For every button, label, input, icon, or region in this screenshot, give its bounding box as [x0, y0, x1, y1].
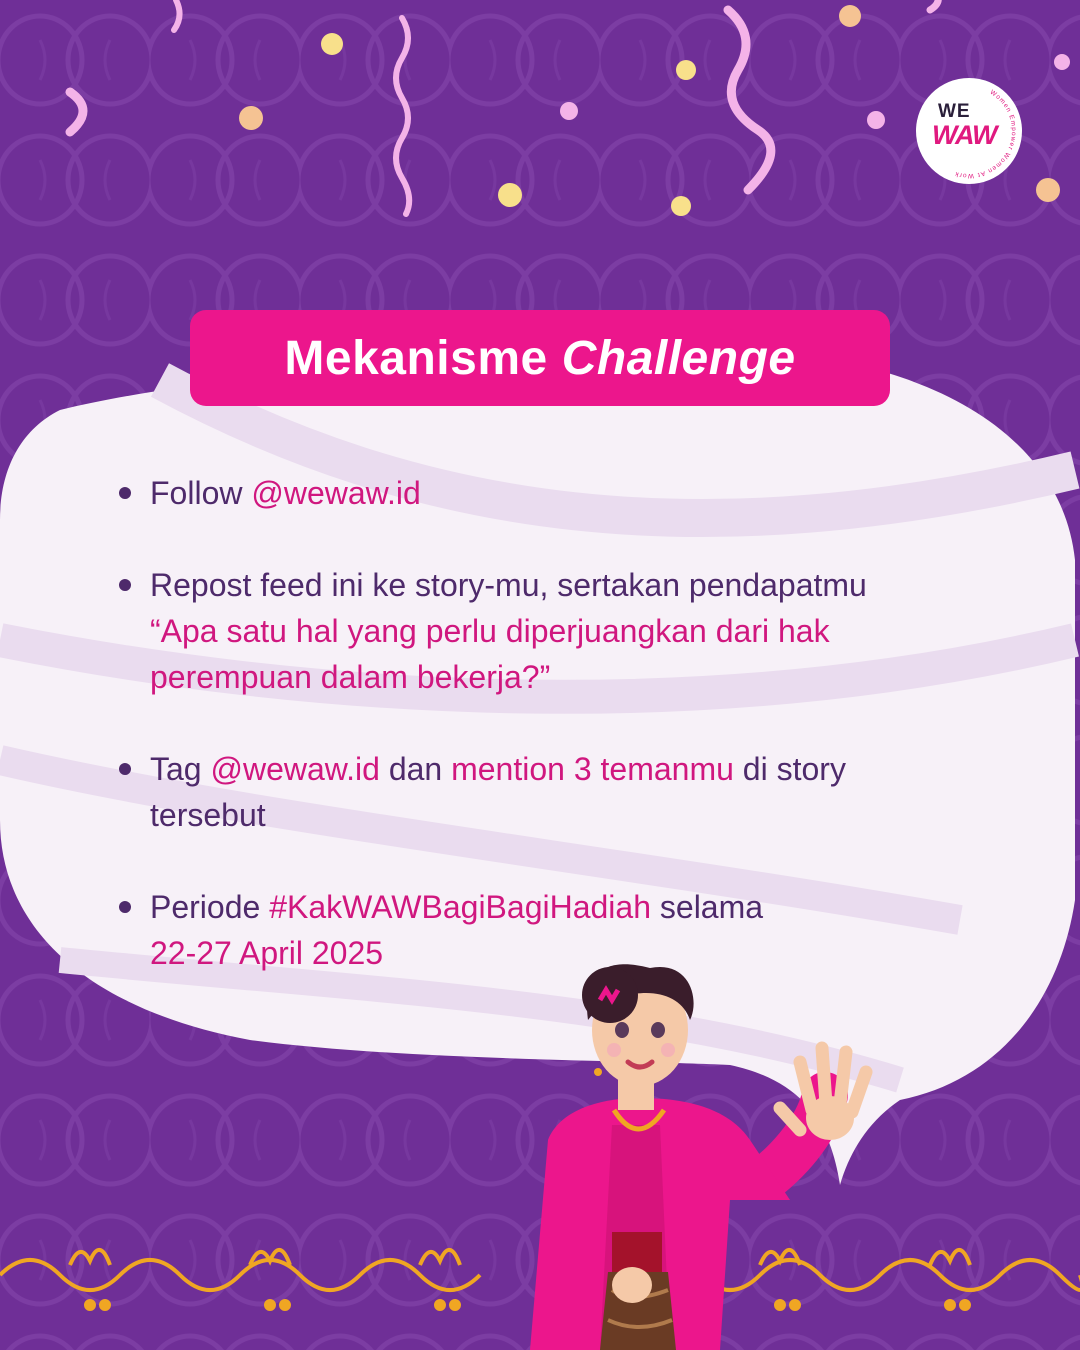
list-item — [114, 562, 1010, 700]
item-4-hashtag: #KakWAWBagiBagiHadiah — [269, 889, 651, 925]
item-2-text: Repost feed ini ke story-mu, sertakan pendapatmu — [150, 567, 867, 603]
item-3-text-a: Tag — [150, 751, 211, 787]
item-4-date: 22-27 April 2025 — [150, 935, 384, 971]
item-3-handle: @wewaw.id — [210, 751, 380, 787]
page-title — [190, 310, 890, 406]
logo-tagline-ring — [916, 78, 1022, 184]
item-1-text: Follow — [150, 475, 252, 511]
item-2-question-line-1: “Apa satu hal yang perlu diperjuangkan dari hak — [150, 613, 830, 649]
item-3-text-e: di story — [733, 751, 846, 787]
item-3-mention: mention 3 temanmu — [451, 751, 734, 787]
svg-text:Women Empower Women At Work: Women Empower Women At Work — [953, 89, 1018, 180]
bullet-icon — [119, 487, 131, 499]
logo-text-waw: WAW — [932, 120, 997, 150]
item-4-text-c: selama — [651, 889, 764, 925]
item-3-text-f: tersebut — [150, 797, 266, 833]
title-plain: Mekanisme — [284, 331, 548, 385]
list-item — [114, 746, 1010, 838]
list-item — [114, 470, 1010, 516]
bullet-icon — [119, 579, 131, 591]
wewaw-logo — [916, 78, 1022, 184]
item-2-question-line-2: perempuan dalam bekerja?” — [150, 659, 551, 695]
bullet-icon — [119, 763, 131, 775]
item-4-text-a: Periode — [150, 889, 270, 925]
list-item — [114, 884, 1010, 976]
logo-text-we: WE — [938, 101, 971, 122]
title-italic: Challenge — [561, 331, 796, 385]
bullet-icon — [119, 901, 131, 913]
item-1-handle: @wewaw.id — [251, 475, 421, 511]
item-3-text-c: dan — [379, 751, 452, 787]
